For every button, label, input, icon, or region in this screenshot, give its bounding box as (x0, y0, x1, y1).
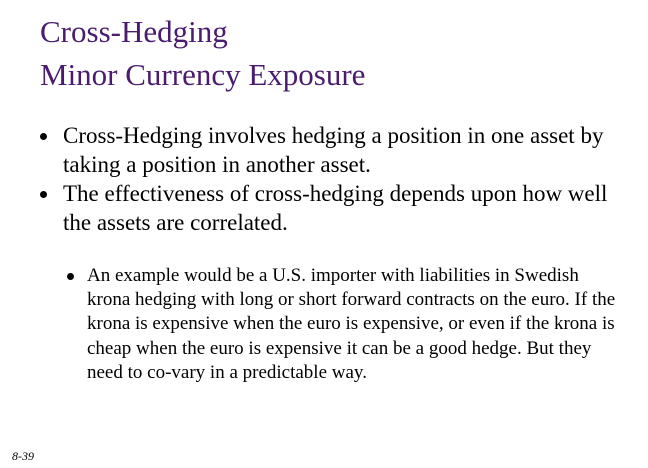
bullet-list (40, 121, 640, 237)
sub-bullet-item (64, 264, 624, 385)
sub-bullet-icon (67, 273, 74, 280)
sub-bullet-text: An example would be a U.S. importer with liabilities in Swedish krona hedging with long or short forward contracts on the euro. If the krona is expensive when the euro is expensive, or even if the krona is cheap when the euro is expensive it can be a good hedge. But they need to co-vary in a predictable way. (87, 265, 616, 383)
bullet-text: Cross-Hedging involves hedging a position in one asset by taking a position in another asset. (63, 123, 604, 177)
title-line-1: Cross-Hedging (40, 14, 228, 49)
bullet-item (40, 121, 640, 179)
sub-bullet-list (64, 264, 624, 385)
bullet-text: The effectiveness of cross-hedging depends upon how well the assets are correlated. (63, 181, 608, 235)
bullet-item (40, 179, 640, 237)
title-line-2: Minor Currency Exposure (40, 57, 366, 92)
slide-title (40, 10, 365, 96)
bullet-icon (40, 133, 47, 140)
slide-number: 8-39 (12, 449, 34, 463)
bullet-icon (40, 191, 47, 198)
